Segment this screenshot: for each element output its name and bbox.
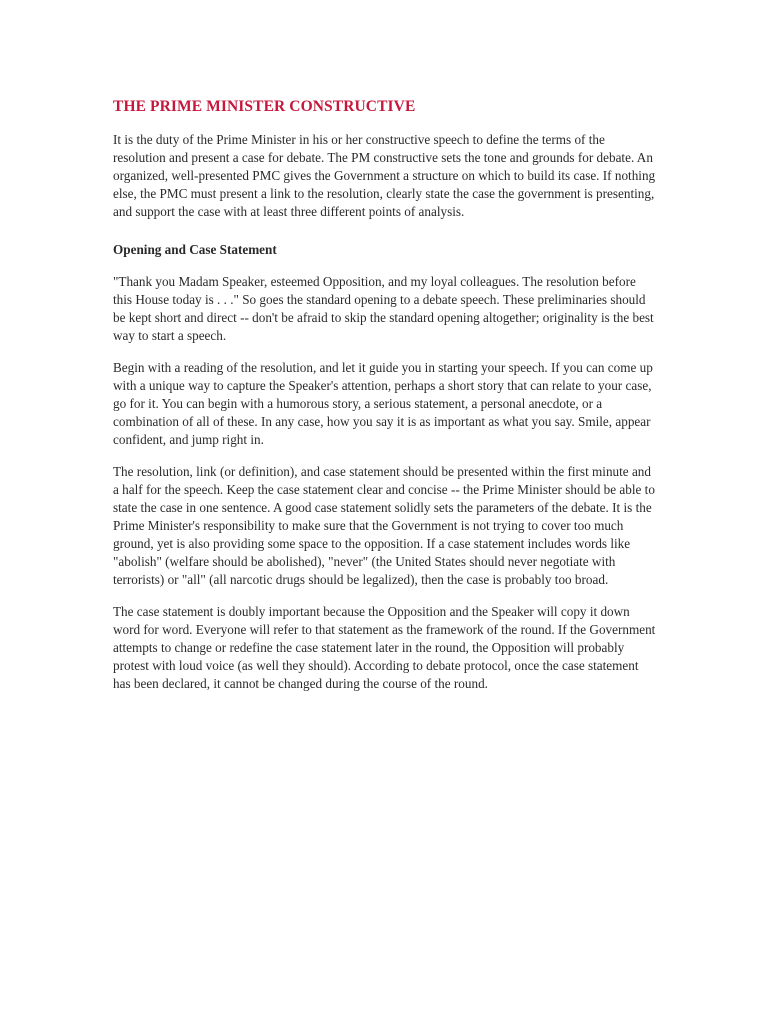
body-paragraph-case-statement: The resolution, link (or definition), and case statement should be presented within the first minute and a half for the speech. Keep the case statement clear and concise -- the Prime Minister should be able to state the case in one sentence. A good case statement solidly sets the parameters of the debate. It is the Prime Minister's responsibility to make sure that the Government is not trying to cover too much ground, yet is also providing some space to the opposition. If a case statement includes words like "abolish" (welfare should be abolished), "never" (the United States should never negotiate with terrorists) or "all" (all narcotic drugs should be legalized), then the case is probably too broad. [113, 464, 655, 587]
body-paragraph-reading: Begin with a reading of the resolution, and let it guide you in starting your speech. If you can come up with a unique way to capture the Speaker's attention, perhaps a short story that can relate to your case, go for it. You can begin with a humorous story, a serious statement, a personal anecdote, or a combination of all of these. In any case, how you say it is as important as what you say. Smile, appear confident, and jump right in. [113, 360, 653, 447]
section-heading: Opening and Case Statement [113, 242, 277, 257]
document-page [113, 98, 658, 707]
body-paragraph-opening: "Thank you Madam Speaker, esteemed Opposition, and my loyal colleagues. The resolution before this House today is . . ." So goes the standard opening to a debate speech. These preliminaries should be kept short and direct -- don't be afraid to skip the standard opening altogether; originality is the best way to start a speech. [113, 274, 654, 343]
page-title: THE PRIME MINISTER CONSTRUCTIVE [113, 98, 416, 115]
intro-paragraph: It is the duty of the Prime Minister in his or her constructive speech to define the terms of the resolution and present a case for debate. The PM constructive sets the tone and grounds for debate. An organized, well-presented PMC gives the Government a structure on which to build its case. If nothing else, the PMC must present a link to the resolution, clearly state the case the government is presenting, and support the case with at least three different points of analysis. [113, 132, 656, 219]
body-paragraph-importance: The case statement is doubly important because the Opposition and the Speaker will copy it down word for word. Everyone will refer to that statement as the framework of the round. If the Government attempts to change or redefine the case statement later in the round, the Opposition will probably protest with loud voice (as well they should). According to debate protocol, once the case statement has been declared, it cannot be changed during the course of the round. [113, 604, 656, 691]
